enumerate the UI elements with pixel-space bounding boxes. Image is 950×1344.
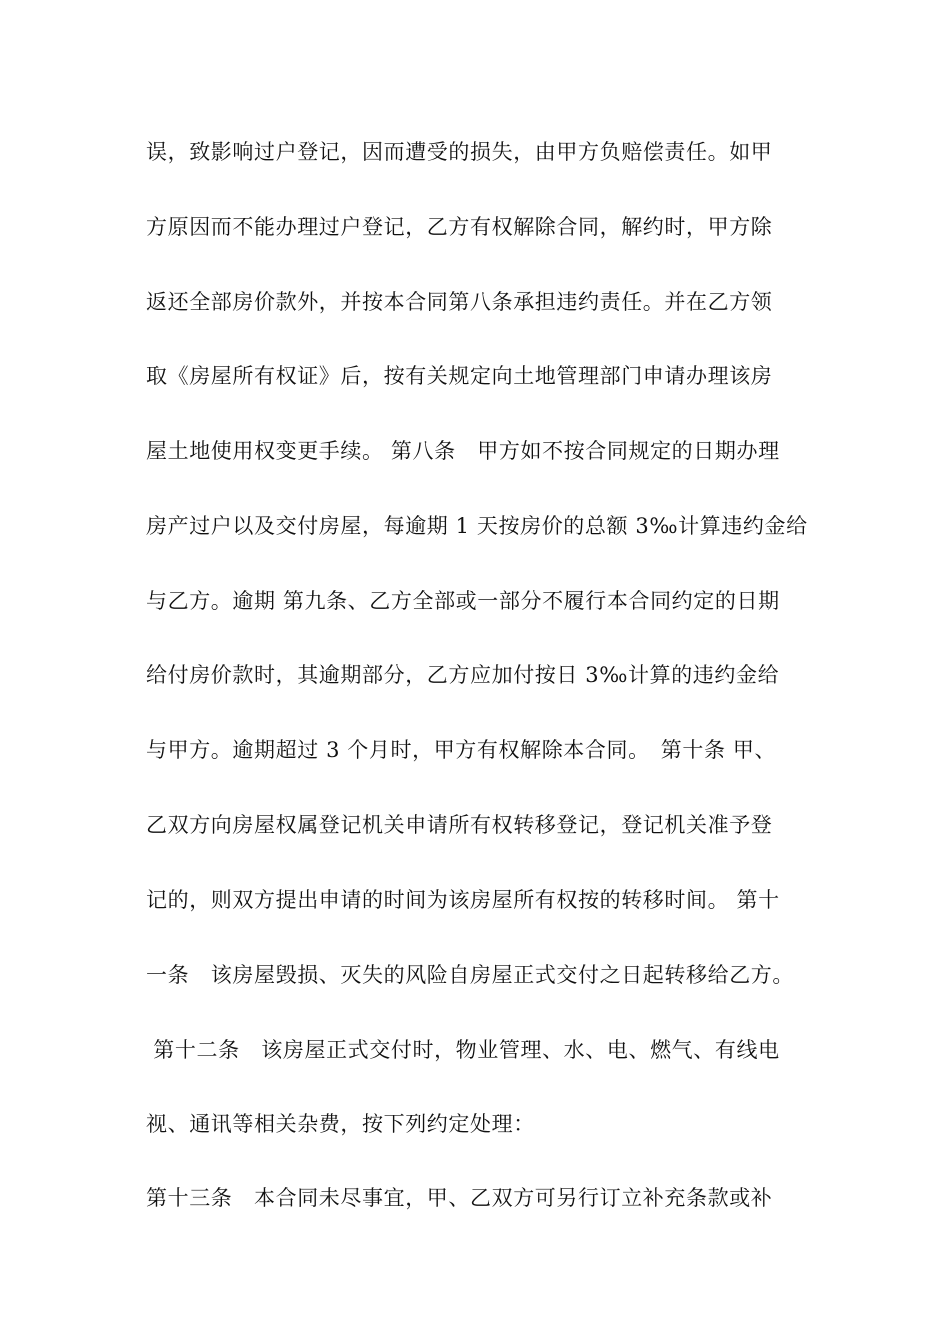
text-line: 屋土地使用权变更手续。 第八条 甲方如不按合同规定的日期办理 bbox=[146, 439, 780, 463]
text-line: 第十二条 该房屋正式交付时，物业管理、水、电、燃气、有线电 bbox=[146, 1038, 780, 1062]
text-line: 与乙方。逾期 第九条、乙方全部或一部分不履行本合同约定的日期 bbox=[146, 589, 780, 613]
text-line: 乙双方向房屋权属登记机关申请所有权转移登记，登记机关准予登 bbox=[146, 813, 773, 837]
text-line: 误，致影响过户登记，因而遭受的损失，由甲方负赔偿责任。如甲 bbox=[146, 140, 773, 164]
text-line: 第十三条 本合同未尽事宜，甲、乙双方可另行订立补充条款或补 bbox=[146, 1186, 773, 1210]
text-line: 返还全部房价款外，并按本合同第八条承担违约责任。并在乙方领 bbox=[146, 290, 773, 314]
text-line: 取《房屋所有权证》后，按有关规定向土地管理部门申请办理该房 bbox=[146, 364, 773, 388]
text-line: 与甲方。逾期超过 3 个月时，甲方有权解除本合同。 第十条 甲、 bbox=[146, 738, 777, 762]
text-line: 方原因而不能办理过户登记，乙方有权解除合同，解约时，甲方除 bbox=[146, 215, 773, 239]
text-line: 房产过户以及交付房屋，每逾期 1 天按房价的总额 3‰计算违约金给 bbox=[146, 514, 808, 538]
text-line: 记的，则双方提出申请的时间为该房屋所有权按的转移时间。 第十 bbox=[146, 888, 780, 912]
text-line: 一条 该房屋毁损、灭失的风险自房屋正式交付之日起转移给乙方。 bbox=[146, 963, 794, 987]
text-line: 给付房价款时，其逾期部分，乙方应加付按日 3‰计算的违约金给 bbox=[146, 663, 780, 687]
text-line: 视、通讯等相关杂费，按下列约定处理： bbox=[146, 1112, 535, 1136]
